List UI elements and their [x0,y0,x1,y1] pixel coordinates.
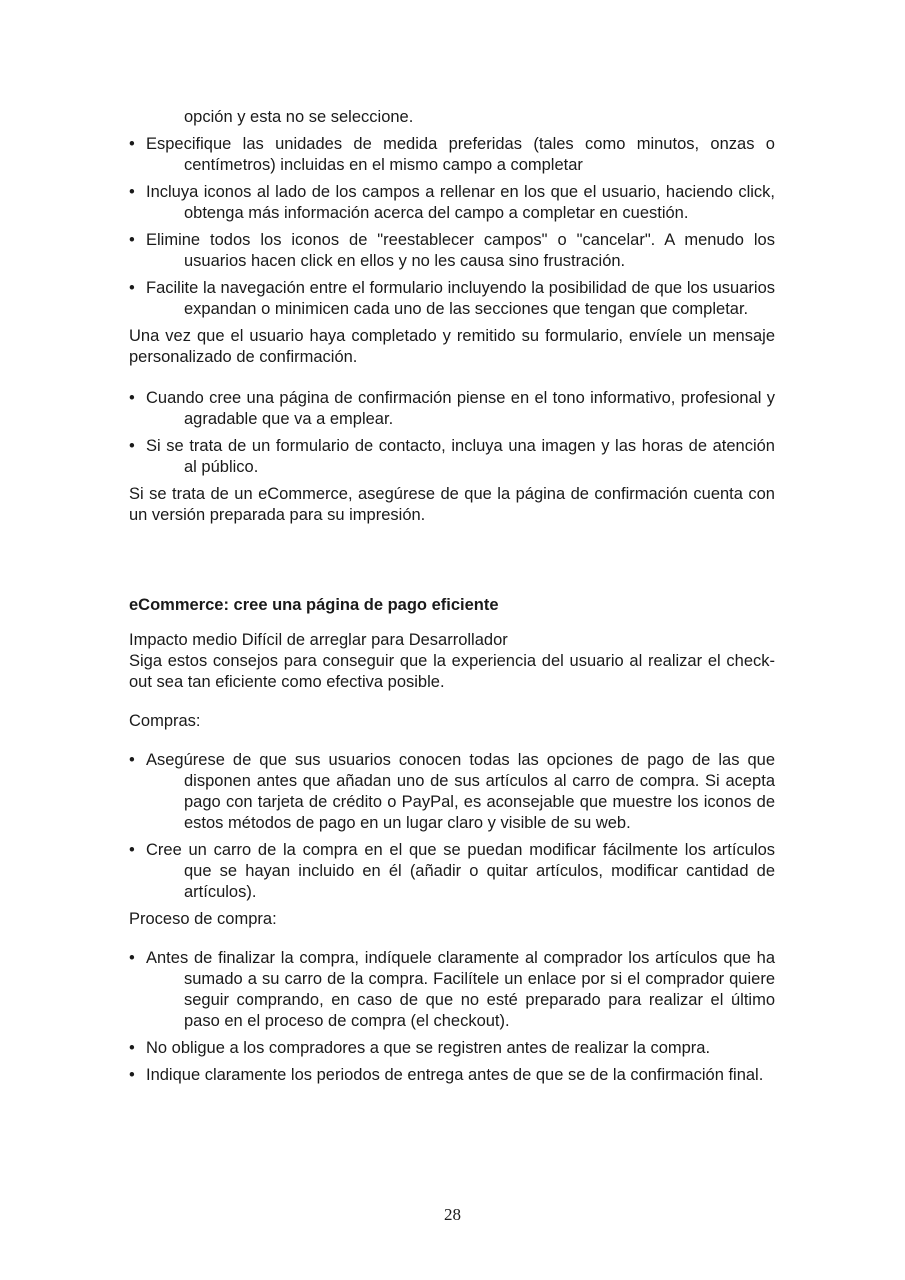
list-item [129,948,775,1032]
bullet-icon: • [129,135,135,153]
list-item [129,134,775,176]
compras-list [129,750,775,903]
list-item [129,182,775,224]
bullet-icon: • [129,437,135,455]
bullet-icon: • [129,231,135,249]
bullet-icon: • [129,1039,135,1057]
bullet-icon: • [129,183,135,201]
bullet-icon: • [129,1066,135,1084]
list-item-text: Si se trata de un formulario de contacto, incluya una imagen y las horas de atención al público. [146,437,775,476]
bullet-icon: • [129,389,135,407]
ecommerce-paragraph: Si se trata de un eCommerce, asegúrese de que la página de confirmación cuenta con un versión preparada para su impresión. [129,485,775,524]
section-heading: eCommerce: cree una página de pago eficiente [129,596,499,614]
list-item-text: Asegúrese de que sus usuarios conocen todas las opciones de pago de las que disponen antes que añadan uno de sus artículos al carro de compra. Si acepta pago con tarjeta de crédito o PayPal, es aconsejable que muestre los iconos de estos métodos de pago en un lugar claro y visible de su web. [146,751,775,832]
confirmation-paragraph: Una vez que el usuario haya completado y remitido su formulario, envíele un mensaje personalizado de confirmación. [129,327,775,366]
list-item [129,230,775,272]
list-item-text: Indique claramente los periodos de entrega antes de que se de la confirmación final. [146,1066,764,1084]
document-body [129,107,775,1092]
bullet-icon: • [129,751,135,769]
compras-label: Compras: [129,712,201,730]
list-item [129,750,775,834]
form-tips-list [129,134,775,320]
bullet-icon: • [129,841,135,859]
list-item-text: Incluya iconos al lado de los campos a rellenar en los que el usuario, haciendo click, obtenga más información acerca del campo a completar en cuestión. [146,183,775,222]
list-item-text: Antes de finalizar la compra, indíquele claramente al comprador los artículos que ha sumado a su carro de la compra. Facilítele un enlace por si el comprador quiere seguir comprando, en caso de que no esté preparado para realizar el último paso en el proceso de compra (el checkout). [146,949,775,1030]
impact-line: Impacto medio Difícil de arreglar para Desarrollador [129,631,508,649]
intro-tips-paragraph: Siga estos consejos para conseguir que la experiencia del usuario al realizar el check-out sea tan eficiente como efectiva posible. [129,652,775,691]
list-item [129,840,775,903]
list-item [129,436,775,478]
page-number: 28 [444,1205,461,1224]
list-item-text: Elimine todos los iconos de "reestablecer campos" o "cancelar". A menudo los usuarios hacen click en ellos y no les causa sino frustración. [146,231,775,270]
bullet-icon: • [129,949,135,967]
list-item-text: Especifique las unidades de medida preferidas (tales como minutos, onzas o centímetros) incluidas en el mismo campo a completar [146,135,775,174]
list-item-text: Cuando cree una página de confirmación piense en el tono informativo, profesional y agradable que va a emplear. [146,389,775,428]
proceso-list [129,948,775,1086]
list-item [129,388,775,430]
list-item [129,1038,775,1059]
confirmation-tips-list [129,388,775,478]
list-item-text: Cree un carro de la compra en el que se puedan modificar fácilmente los artículos que se hayan incluido en él (añadir o quitar artículos, modificar cantidad de artículos). [146,841,775,901]
bullet-icon: • [129,279,135,297]
intro-continuation: opción y esta no se seleccione. [184,108,414,126]
list-item-text: No obligue a los compradores a que se registren antes de realizar la compra. [146,1039,711,1057]
proceso-label: Proceso de compra: [129,910,277,928]
list-item [129,278,775,320]
list-item [129,1065,775,1086]
list-item-text: Facilite la navegación entre el formulario incluyendo la posibilidad de que los usuarios expandan o minimicen cada uno de las secciones que tengan que completar. [146,279,775,318]
